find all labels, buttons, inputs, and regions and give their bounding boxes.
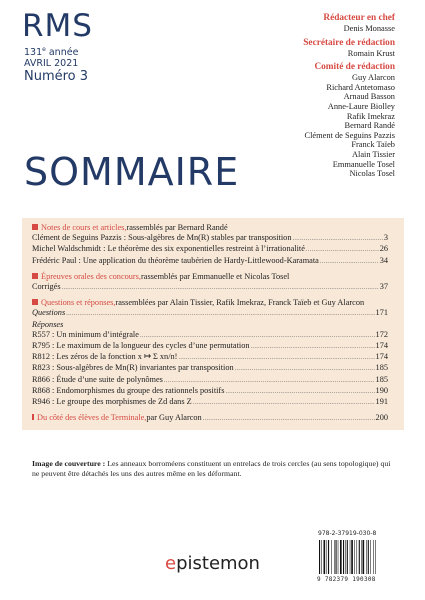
toc-section-heading [32, 413, 388, 424]
toc-section [32, 223, 388, 267]
toc-entry[interactable] [32, 352, 388, 363]
toc-page: 185 [375, 374, 388, 384]
toc-section-byline: rassemblées par Alain Tissier, Rafik Imekraz, Franck Taïeb et Guy Alarcon [115, 298, 365, 308]
toc-entry-title: R868 : Endomorphismes du groupe des rationnels positifs [32, 385, 225, 395]
toc-entry-title: Réponses [32, 319, 64, 329]
toc-entry[interactable] [32, 386, 388, 397]
editor-name: Denis Monasse [343, 24, 395, 33]
toc-entry[interactable] [32, 397, 388, 408]
committee-member: Rafik Imekraz [346, 111, 395, 121]
toc-entry-title: Questions [32, 308, 66, 318]
toc-section-heading [32, 223, 388, 233]
toc-entry-title: Michel Waldschmidt : Le théorème des six exponentielles restreint à l’irrationalité [32, 244, 305, 254]
toc-section [32, 413, 388, 424]
barcode-digits: 9 782379 190308 [317, 576, 376, 583]
toc-entry[interactable] [32, 233, 388, 244]
toc-page: 171 [375, 308, 388, 318]
toc-entry-title: R866 : Étude d’une suite de polynômes [32, 374, 163, 384]
toc-page: 172 [375, 329, 388, 339]
cover-label: Image de couverture : [32, 459, 106, 468]
toc-entry-title: Corrigés [32, 282, 61, 292]
leader-dots [62, 283, 379, 293]
cover-note [32, 459, 392, 478]
journal-title: RMS [22, 8, 93, 44]
toc-entry[interactable] [32, 244, 388, 255]
toc-section-title: Épreuves orales des concours, [41, 271, 141, 281]
toc-page: 34 [379, 255, 388, 265]
committee-member: Nicolas Tosel [349, 169, 395, 179]
issue-number: Numéro 3 [24, 69, 89, 84]
toc-entry[interactable] [32, 256, 388, 267]
toc-section-byline: par Guy Alarcon [146, 413, 202, 423]
toc-page: 26 [379, 244, 388, 254]
editorial-board [303, 13, 395, 179]
toc-page: 200 [375, 413, 388, 423]
toc-entry-title: Frédéric Paul : Une application du théorème taubérien de Hardy-Littlewood-Karamata [32, 255, 319, 265]
toc-entry[interactable] [32, 363, 388, 374]
committee-member: Bernard Randé [344, 121, 395, 131]
toc-section-heading [32, 298, 388, 308]
toc-section-heading [32, 272, 388, 282]
toc-entry-title: R812 : Les zéros de la fonction x ↦ Σ xn/n! [32, 352, 178, 362]
toc-section-title: Notes de cours et articles, [41, 223, 127, 232]
toc-entry[interactable] [32, 282, 388, 293]
toc-entry-title: R557 : Un minimum d’intégrale [32, 329, 139, 339]
toc-page: 191 [375, 397, 388, 407]
committee-label: Comité de rédaction [314, 62, 395, 73]
leader-dots [225, 387, 374, 397]
committee-list [303, 73, 395, 179]
toc-section-byline: rassemblés par Bernard Randé [126, 223, 228, 232]
leader-dots [140, 331, 375, 341]
toc-page: 190 [375, 385, 388, 395]
issue-date: AVRIL 2021 [24, 58, 79, 69]
leader-dots [251, 342, 375, 352]
section-bullet-icon [32, 273, 38, 279]
year-label: 131e année [24, 46, 79, 59]
cover-text: Les anneaux borroméens constituent un entrelacs de trois cercles (au sens topologique) qui ne peuvent être détachés les uns des autres même en les déformant. [32, 459, 391, 478]
toc-entry-title: R795 : Le maximum de la longueur des cycles d’une permutation [32, 341, 250, 351]
leader-dots [178, 353, 374, 363]
toc-entry[interactable] [32, 375, 388, 386]
toc-page: 174 [375, 341, 388, 351]
editor-label: Rédacteur en chef [323, 13, 395, 23]
toc-section [32, 272, 388, 293]
toc-entry[interactable] [32, 330, 388, 341]
publisher-rest: pistemon [176, 553, 260, 574]
committee-member: Franck Taïeb [351, 140, 395, 150]
section-bullet-icon [32, 299, 38, 305]
toc-entry[interactable] [32, 341, 388, 352]
secretary-label: Secrétaire de rédaction [303, 37, 395, 48]
leader-dots [320, 257, 379, 267]
committee-member: Arnaud Basson [343, 92, 395, 102]
toc-entry-title: Clément de Seguins Pazzis : Sous-algèbres de Mn(R) stables par transposition [32, 233, 292, 243]
leader-dots [306, 245, 379, 255]
page-title: SOMMAIRE [24, 150, 240, 194]
toc-page: 174 [375, 352, 388, 362]
committee-member: Emmanuelle Tosel [332, 159, 395, 169]
committee-member: Guy Alarcon [351, 73, 395, 83]
committee-member: Anne-Laure Biolley [327, 101, 395, 111]
toc-section-title: Questions et réponses, [41, 298, 116, 308]
leader-dots [203, 414, 375, 424]
toc-page: 37 [379, 282, 388, 292]
toc-section-byline: rassemblés par Emmanuelle et Nicolas Tosel [141, 271, 290, 281]
committee-member: Richard Antetomaso [326, 82, 395, 92]
toc-section-title: Du côté des élèves de Terminale, [37, 413, 147, 423]
toc-entry-title: R946 : Le groupe des morphismes de Zd dans Z [32, 397, 192, 407]
toc-page: 3 [383, 233, 388, 243]
leader-dots [66, 309, 374, 319]
publisher-accent: e [165, 553, 177, 574]
toc-entry[interactable] [32, 320, 388, 330]
toc-page: 185 [375, 363, 388, 373]
leader-dots [235, 364, 375, 374]
leader-dots [292, 234, 382, 244]
toc-section [32, 298, 388, 408]
leader-dots [164, 376, 375, 386]
committee-member: Clément de Seguins Pazzis [304, 130, 395, 140]
section-bullet-icon [32, 224, 38, 230]
committee-member: Alain Tissier [351, 149, 395, 159]
publisher-logo [0, 553, 425, 574]
toc-entry-title: R823 : Sous-algèbres de Mn(R) invariantes par transposition [32, 363, 234, 373]
table-of-contents [32, 222, 388, 424]
section-bullet-icon [32, 414, 34, 420]
isbn: 978-2-37919-030-8 [318, 530, 377, 537]
leader-dots [193, 398, 375, 408]
secretary-name: Romain Krust [347, 48, 395, 58]
toc-entry[interactable] [32, 308, 388, 319]
